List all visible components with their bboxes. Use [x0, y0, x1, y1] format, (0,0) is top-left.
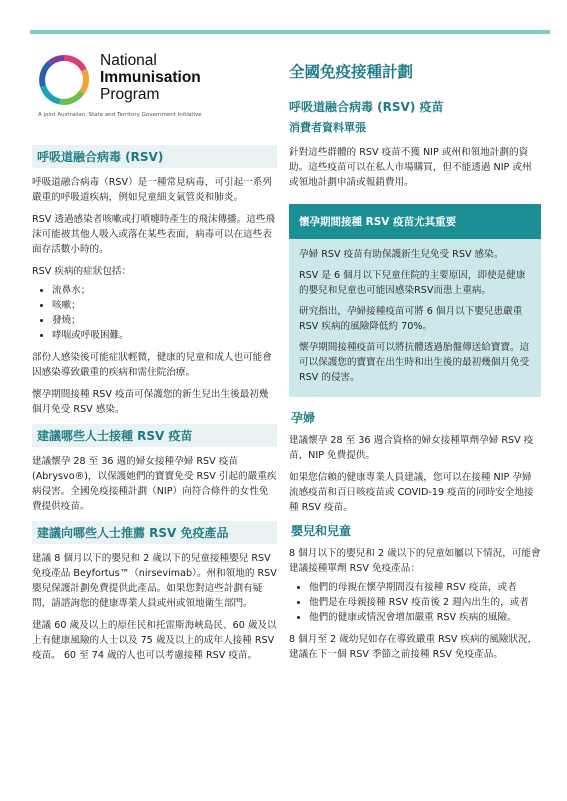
page-subtitle: 呼吸道融合病毒 (RSV) 疫苗	[289, 100, 444, 114]
nip-logo	[38, 48, 258, 128]
logo-line-3: Program	[100, 86, 160, 103]
page-subtitle-2: 消費者資料單張	[289, 121, 366, 134]
paragraph: 部份人感染後可能症狀輕微，健康的兒童和成人也可能會因感染導致嚴重的疾病和需住院治療。	[32, 352, 272, 378]
logo-line-1: National	[100, 52, 157, 69]
paragraph: 懷孕期間接種疫苗可以將抗體透過胎盤傳送給寶寶。這可以保護您的寶寶在出生時和出生後的最初幾個月免受 RSV 的侵害。	[299, 342, 530, 383]
logo-ring-icon	[38, 54, 90, 106]
section-heading-rsv: 呼吸道融合病毒 (RSV)	[32, 145, 277, 168]
highlight-box-heading: 懷孕期間接種 RSV 疫苗尤其重要	[289, 204, 541, 239]
paragraph: 8 個月以下的嬰兒和 2 歲以下的兒童如屬以下情況，可能會建議接種單劑 RSV 免疫產品：	[289, 548, 541, 574]
paragraph: 研究指出，孕婦接種疫苗可將 6 個月以下嬰兒患嚴重 RSV 疾病的風險降低約 70%。	[299, 306, 523, 332]
right-column	[289, 145, 541, 669]
paragraph: 建議懷孕 28 至 36 週的婦女接種孕婦 RSV 疫苗 (Abrysvo®)，以保護她們的寶寶免受 RSV 引起的嚴重疾病侵害。全國免疫接種計劃（NIP）向符合條件的女性免費提供疫苗。	[32, 456, 277, 512]
paragraph: RSV 透過感染者咳嗽或打噴嚏時產生的飛沫傳播。這些飛沫可能被其他人吸入或落在某些表面，病毒可以在這些表面存活數小時的。	[32, 214, 276, 255]
symptom-list	[32, 283, 277, 343]
paragraph: RSV 是 6 個月以下兒童住院的主要原因，即使是健康的嬰兒和兒童也可能因感染RSV而患上重病。	[299, 270, 526, 296]
paragraph: RSV 疾病的症狀包括：	[32, 266, 132, 277]
section-heading-who-immunisation: 建議向哪些人士推薦 RSV 免疫產品	[32, 521, 277, 544]
paragraph: 建議 8 個月以下的嬰兒和 2 歲以下的兒童接種嬰兒 RSV 免疫產品 Beyfortus™（nirsevimab）。州和領地的 RSV 嬰兒保護計劃免費提供此產品。如果您對這些計劃有疑問，請諮詢您的健康專業人員或州或領地衛生部門。	[32, 553, 277, 609]
list-item: • 哮喘或呼吸困難。	[52, 328, 277, 343]
list-item: • 發燒；	[52, 313, 277, 328]
highlight-box	[289, 204, 541, 397]
list-item: • 流鼻水；	[52, 283, 277, 298]
document-header	[289, 60, 539, 135]
section-heading-infants: 嬰兒和兒童	[291, 524, 352, 538]
page-title: 全國免疫接種計劃	[289, 63, 414, 81]
list-item: • 咳嗽；	[52, 298, 277, 313]
infant-criteria-list	[289, 580, 541, 625]
list-item: • 他們是在母親接種 RSV 疫苗後 2 週內出生的，或者	[309, 595, 541, 610]
paragraph: 針對這些群體的 RSV 疫苗不獲 NIP 或州和領地計劃的資助。這些疫苗可以在私人市場購買，但不能透過 NIP 或州或領地計劃申請或報銷費用。	[289, 147, 532, 188]
paragraph: 呼吸道融合病毒（RSV）是一種常見病毒，可引起一系列嚴重的呼吸道疾病，例如兒童細支氣管炎和肺炎。	[32, 177, 272, 203]
section-heading-who-vaccine: 建議哪些人士接種 RSV 疫苗	[32, 424, 277, 447]
paragraph: 建議 60 歲及以上的原住民和托雷斯海峽島民、60 歲及以上有健康風險的人士以及 75 歲及以上的成年人接種 RSV 疫苗。 60 至 74 歲的人也可以考慮接種 RSV 疫苗。	[32, 620, 277, 661]
paragraph: 建議懷孕 28 至 36 週合資格的婦女接種單劑孕婦 RSV 疫苗，NIP 免費提供。	[289, 435, 534, 461]
top-rule	[30, 30, 550, 34]
logo-wordmark	[100, 52, 201, 103]
list-item: • 他們的母親在懷孕期間沒有接種 RSV 疫苗，或者	[309, 580, 541, 595]
left-column	[32, 145, 277, 670]
paragraph: 懷孕期間接種 RSV 疫苗可保護您的新生兒出生後最初幾個月免受 RSV 感染。	[32, 389, 269, 415]
paragraph: 如果您信賴的健康專業人員建議，您可以在接種 NIP 孕婦流感疫苗和百日咳疫苗或 COVID-19 疫苗的同時安全地接種 RSV 疫苗。	[289, 472, 534, 513]
list-item: • 他們的健康或情況會增加嚴重 RSV 疾病的風險。	[309, 610, 541, 625]
logo-line-2: Immunisation	[100, 69, 201, 86]
paragraph: 孕婦 RSV 疫苗有助保護新生兒免受 RSV 感染。	[299, 249, 504, 260]
section-heading-pregnant: 孕婦	[291, 411, 316, 425]
logo-tagline: A joint Australian, State and Territory Government Initiative	[38, 112, 202, 118]
paragraph: 8 個月至 2 歲幼兒如存在導致嚴重 RSV 疾病的風險狀況，建議在下一個 RSV 季節之前接種 RSV 免疫產品。	[289, 634, 538, 660]
